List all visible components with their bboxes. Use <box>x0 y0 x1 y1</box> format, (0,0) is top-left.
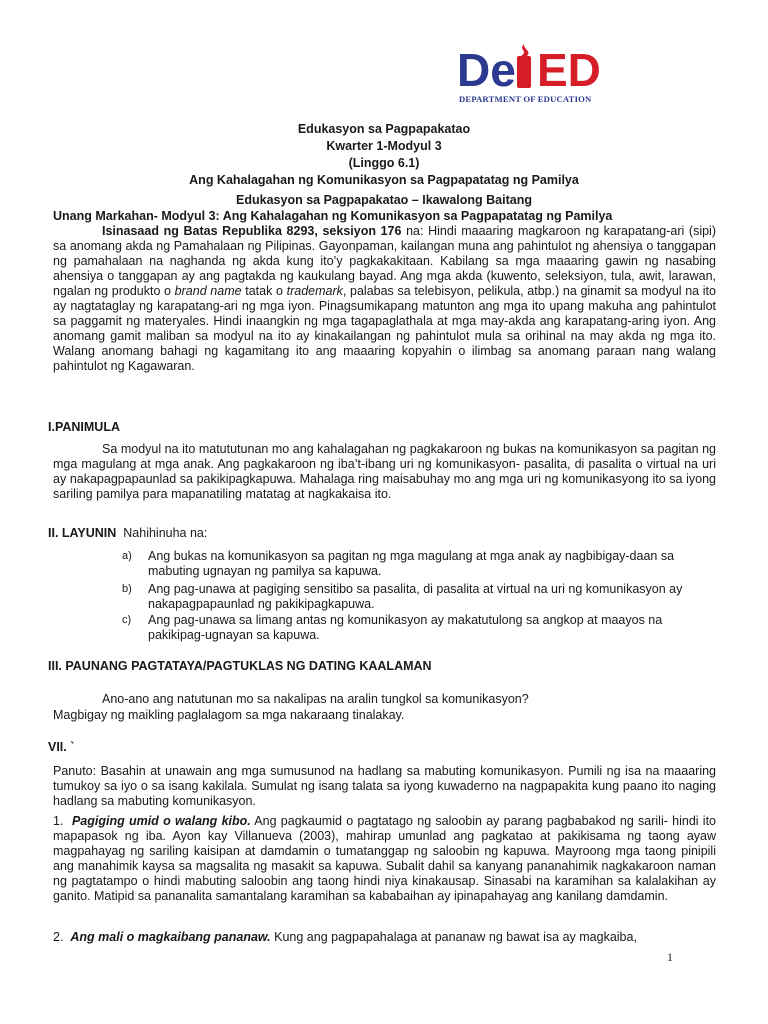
layunin-item-b: b) Ang pag-unawa at pagiging sensitibo sa pasalita, di pasalita at virtual na uri ng komunikasyon ay nakapagpapaunlad ng pakikipagkapuwa. <box>122 582 683 611</box>
deped-logo <box>455 42 677 108</box>
vii-heading: VII. ` <box>48 740 75 754</box>
logo-subtitle: DEPARTMENT OF EDUCATION <box>459 94 592 104</box>
grade-title: Edukasyon sa Pagpapakatao – Ikawalong Baitang <box>236 193 532 207</box>
layunin-item-c: c) Ang pag-unawa sa limang antas ng komunikasyon ay makatutulong sa angkop at maayos na pakikipag-ugnayan sa kapuwa. <box>122 613 663 642</box>
hadlang-item-1: 1. Pagiging umid o walang kibo. Ang pagkaumid o pagtatago ng saloobin ay parang pagbabakod ng sarili- hindi ito mapapasok ng iba. Ayon kay Villanueva (2003), mahirap umunlad ang pagkatao at pakikisama ng taong ayaw magpahayag ng sariling kaisipan at damdamin o tumatanggap ng saloobin ng kapuwa. Mayroong mga taong pinipili ang manahimik kaysa sa magsalita ng masakit sa kapuwa. Subalit dahil sa kanyang pananahimik nagkakaroon naman ng pagtatampo o hindi mabuting saloobin ang taong hindi niya kinakausap. Sinasabi na karamihan sa kalalakihan ay ganito. Matipid sa pananalita samantalang karamihan sa kababaihan ay ipinapahayag ang kanilang damdamin. <box>53 814 717 903</box>
paunang-heading: III. PAUNANG PAGTATAYA/PAGTUKLAS NG DATING KAALAMAN <box>48 659 432 673</box>
torch-icon <box>517 56 531 88</box>
week-title: (Linggo 6.1) <box>348 156 420 170</box>
module-subtitle: Unang Markahan- Modyul 3: Ang Kahalagahan ng Komunikasyon sa Pagpapatatag ng Pamilya <box>53 209 613 223</box>
panimula-text: Sa modyul na ito matututunan mo ang kahalagahan ng pagkakaroon ng bukas na komunikasyon sa pagitan ng mga magulang at mga anak. Ang pagkakaroon ng iba’t-ibang uri ng komunikasyon- pasalita, di pasalita o virtual na uri ay nakapagpapaunlad sa pakikipagkapuwa. Mahalaga ring maisabuhay mo ang mga uri ng komunikasyong ito sa iyong sariling pamilya para mapanatiling matatag at nagkakaisa ito. <box>53 442 716 501</box>
page-number: 1 <box>667 950 673 964</box>
module-main-title: Ang Kahalagahan ng Komunikasyon sa Pagpapatatag ng Pamilya <box>189 173 579 187</box>
flame-icon <box>521 44 529 56</box>
copyright-law: Isinasaad ng Batas Republika 8293, seksiyon 176 <box>102 224 402 238</box>
paunang-instruction: Magbigay ng maikling paglalagom sa mga nakaraang tinalakay. <box>53 708 405 722</box>
layunin-intro: Nahihinuha na: <box>123 526 208 540</box>
panuto-text: Panuto: Basahin at unawain ang mga sumusunod na hadlang sa mabuting komunikasyon. Pumili ng isa na maaaring tumukoy sa iyo o sa isang kakilala. Sumulat ng isang talata sa iyong kuwaderno na nagpapakita kung paano ito naging hadlang sa mabuting komunikasyon. <box>53 764 716 808</box>
paunang-question: Ano-ano ang natutunan mo sa nakalipas na aralin tungkol sa komunikasyon? <box>102 692 529 706</box>
logo-text-ed: ED <box>537 44 601 96</box>
logo-text-dep: De <box>457 44 516 96</box>
quarter-title: Kwarter 1-Modyul 3 <box>326 139 442 153</box>
copyright-notice: Isinasaad ng Batas Republika 8293, seksiyon 176 na: Hindi maaaring magkaroon ng karapatang-ari (sipi) sa anomang akda ng Pamahalaan ng Pilipinas. Gayonpaman, kailangan muna ang pahintulot ng ahensiya o tanggapan ng pamahalaan na naghanda ng akda kung ito’y pagkakakitaan. Kabilang sa mga maaaring gawin ng nasabing ahensiya o tanggapan ay ang pagtakda ng kaukulang bayad. Ang mga akda (kuwento, seleksiyon, tula, awit, larawan, ngalan ng produkto o brand name tatak o trademark, palabas sa telebisyon, pelikula, atbp.) na ginamit sa modyul na ito ay nagtataglay ng karapatang-ari ng mga iyon. Pinagsumikapang matunton ang mga ito upang makuha ang pahintulot sa paggamit ng materyales. Hindi inaangkin ng mga tagapaglathala at mga may-akda ang karapatang-aring iyon. Ang anomang gamit maliban sa modyul na ito ay kinakailangan ng pahintulot mula sa orihinal na may akda ng mga ito. Walang anomang bahagi ng kagamitang ito ang maaaring kopyahin o ilimbag sa anomang paraan nang walang pahintulot ng Kagawaran. <box>53 224 716 373</box>
layunin-heading: II. LAYUNIN Nahihinuha na: <box>48 526 208 540</box>
panimula-heading: I.PANIMULA <box>48 420 120 434</box>
hadlang-item-2: 2. Ang mali o magkaibang pananaw. Kung ang pagpapahalaga at pananaw ng bawat isa ay magkaiba, <box>53 930 637 944</box>
layunin-item-a: a) Ang bukas na komunikasyon sa pagitan ng mga magulang at mga anak ay nagbibigay-daan sa mabuting ugnayan ng pamilya sa kapuwa. <box>122 549 675 578</box>
subject-title: Edukasyon sa Pagpapakatao <box>297 122 471 136</box>
